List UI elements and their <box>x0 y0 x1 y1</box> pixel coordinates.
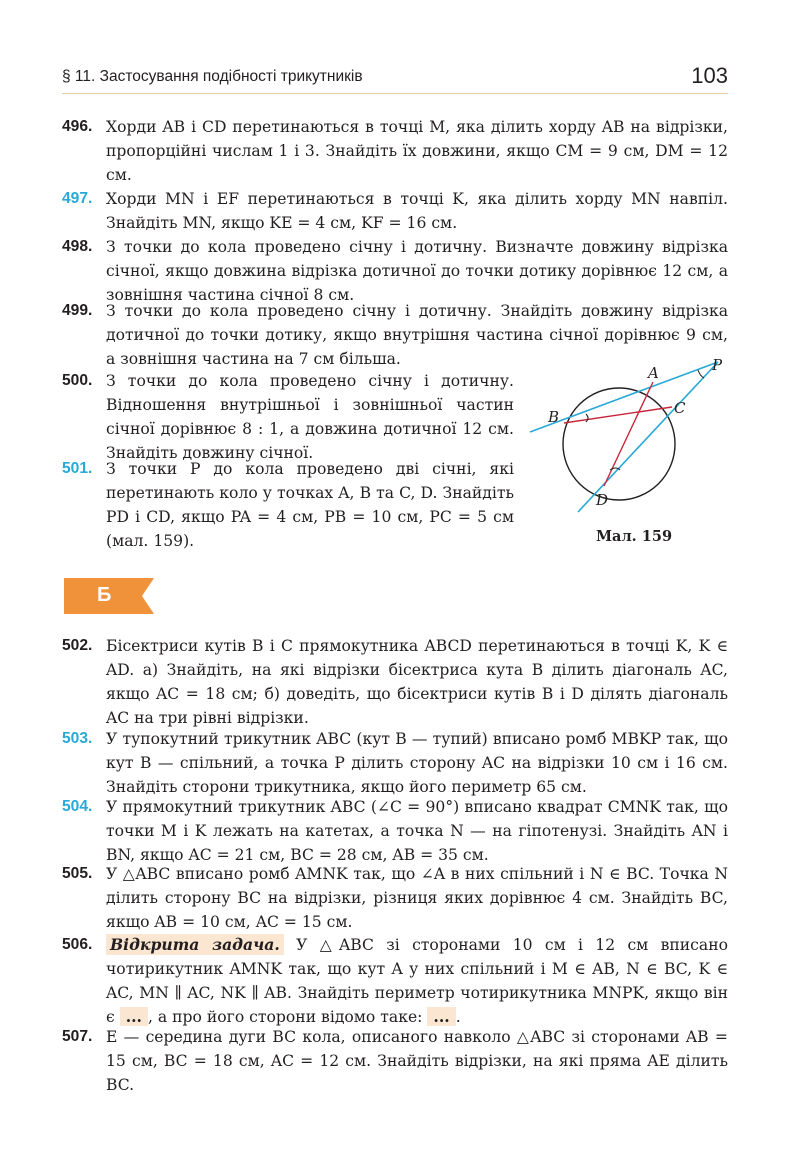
problem-number: 499. <box>62 302 93 319</box>
label-b: B <box>548 408 560 426</box>
blank-placeholder-2: ... <box>427 1007 455 1026</box>
circle <box>563 388 675 500</box>
figure-159 <box>528 352 738 522</box>
problem-503 <box>62 727 728 799</box>
problem-number: 504. <box>62 798 93 815</box>
problem-text: З точки до кола проведено січну і дотичну. Знайдіть довжину відрізка дотичної до точки дотику, якщо внутрішня частина січної дорівнює 9 см, а зовнішня частина на 7 см більша. <box>106 302 728 368</box>
problem-text-a: У △ABC зі сторонами 10 см і 12 см вписано чотирикутник AMNK так, що кут A у них спільний і M ∈ AB, N ∈ BC, K ∈ AC, MN ∥ AC, NK ∥ AB. Знайдіть периметр чотирикутника MNPK, якщо він є <box>106 936 728 1026</box>
page-number: 103 <box>691 63 728 88</box>
problem-text-c: . <box>455 1008 461 1026</box>
problem-number: 503. <box>62 730 93 747</box>
problem-text: З точки P до кола проведено дві січні, які перетинають коло у точках A, B та C, D. Знайдіть PD і CD, якщо PA = 4 см, PB = 10 см, PC = 5 см (мал. 159). <box>106 460 514 550</box>
open-task-label: Відкрита задача. <box>106 934 284 955</box>
problem-497 <box>62 187 728 235</box>
problem-506 <box>62 933 728 1029</box>
angle-mark-b <box>586 414 588 422</box>
section-letter: Б <box>97 584 112 606</box>
chord-ad <box>604 382 653 486</box>
problem-text: З точки до кола проведено січну і дотичну. Відношення внутрішньої і зовнішньої частин січної дорівнює 8 : 1, а довжина дотичної 12 см. Знайдіть довжину січної. <box>106 372 514 462</box>
problem-text: Бісектриси кутів B і C прямокутника ABCD перетинаються в точці K, K ∈ AD. а) Знайдіть, на які відрізки бісектриса кута B ділить діагональ AC, якщо AC = 18 см; б) доведіть, що бісектриси кутів B і D ділять діагональ AC на три рівні відрізки. <box>106 637 728 727</box>
problem-505 <box>62 862 728 934</box>
blank-placeholder-1: ... <box>120 1007 148 1026</box>
problem-number: 497. <box>62 190 93 207</box>
problem-number: 498. <box>62 238 93 255</box>
problem-number: 502. <box>62 637 93 654</box>
problem-text: Хорди AB і CD перетинаються в точці M, яка ділить хорду AB на відрізки, пропорційні числам 1 і 3. Знайдіть їх довжини, якщо CM = 9 см, DM = 12 см. <box>106 118 728 184</box>
label-p: P <box>712 356 723 374</box>
problem-504 <box>62 795 728 867</box>
problem-text: З точки до кола проведено січну і дотичну. Визначте довжину відрізка січної, якщо довжина відрізка дотичної до точки дотику дорівнює 12 см, а зовнішня частина січної 8 см. <box>106 238 728 304</box>
secant-pd <box>578 362 718 512</box>
problem-496 <box>62 115 728 187</box>
problem-text: У △ABC вписано ромб AMNK так, що ∠A в них спільний і N ∈ BC. Точка N ділить сторону BC на відрізки, різниця яких дорівнює 4 см. Знайдіть BC, якщо AB = 10 см, AC = 15 см. <box>106 865 728 931</box>
problem-498 <box>62 235 728 307</box>
problem-text: У прямокутний трикутник ABC (∠C = 90°) вписано квадрат CMNK так, що точки M і K лежать на катетах, а точка N — на гіпотенузі. Знайдіть AN і BN, якщо AC = 21 см, BC = 28 см, AB = 35 см. <box>106 798 728 864</box>
chord-bc <box>564 407 672 423</box>
figure-caption: Мал. 159 <box>596 528 673 545</box>
problem-text: У тупокутний трикутник ABC (кут B — тупий) вписано ромб MBKP так, що кут B — спільний, а точка P ділить сторону AC на відрізки 10 см і 16 см. Знайдіть сторони трикутника, якщо його периметр 65 см. <box>106 730 728 796</box>
label-d: D <box>596 491 609 509</box>
problem-507 <box>62 1025 728 1097</box>
problem-text-b: , а про його сторони відомо таке: <box>148 1008 423 1026</box>
problem-500 <box>62 369 514 465</box>
problem-502 <box>62 634 728 730</box>
problem-text: E — середина дуги BC кола, описаного навколо △ABC зі сторонами AB = 15 см, BC = 18 см, AC = 12 см. Знайдіть відрізки, на які пряма AE ділить BC. <box>106 1028 728 1094</box>
header-divider <box>62 93 728 94</box>
running-header: § 11. Застосування подібності трикутників <box>62 68 363 85</box>
problem-number: 506. <box>62 936 93 953</box>
problem-number: 507. <box>62 1028 93 1045</box>
problem-text <box>106 933 728 1029</box>
problem-number: 500. <box>62 372 93 389</box>
problem-number: 505. <box>62 865 93 882</box>
problem-number: 496. <box>62 118 93 135</box>
label-a: A <box>648 364 659 382</box>
label-c: C <box>674 399 686 417</box>
problem-number: 501. <box>62 460 93 477</box>
problem-501 <box>62 457 514 553</box>
problem-text: Хорди MN і EF перетинаються в точці K, яка ділить хорду MN навпіл. Знайдіть MN, якщо KE = 4 см, KF = 16 см. <box>106 190 728 232</box>
